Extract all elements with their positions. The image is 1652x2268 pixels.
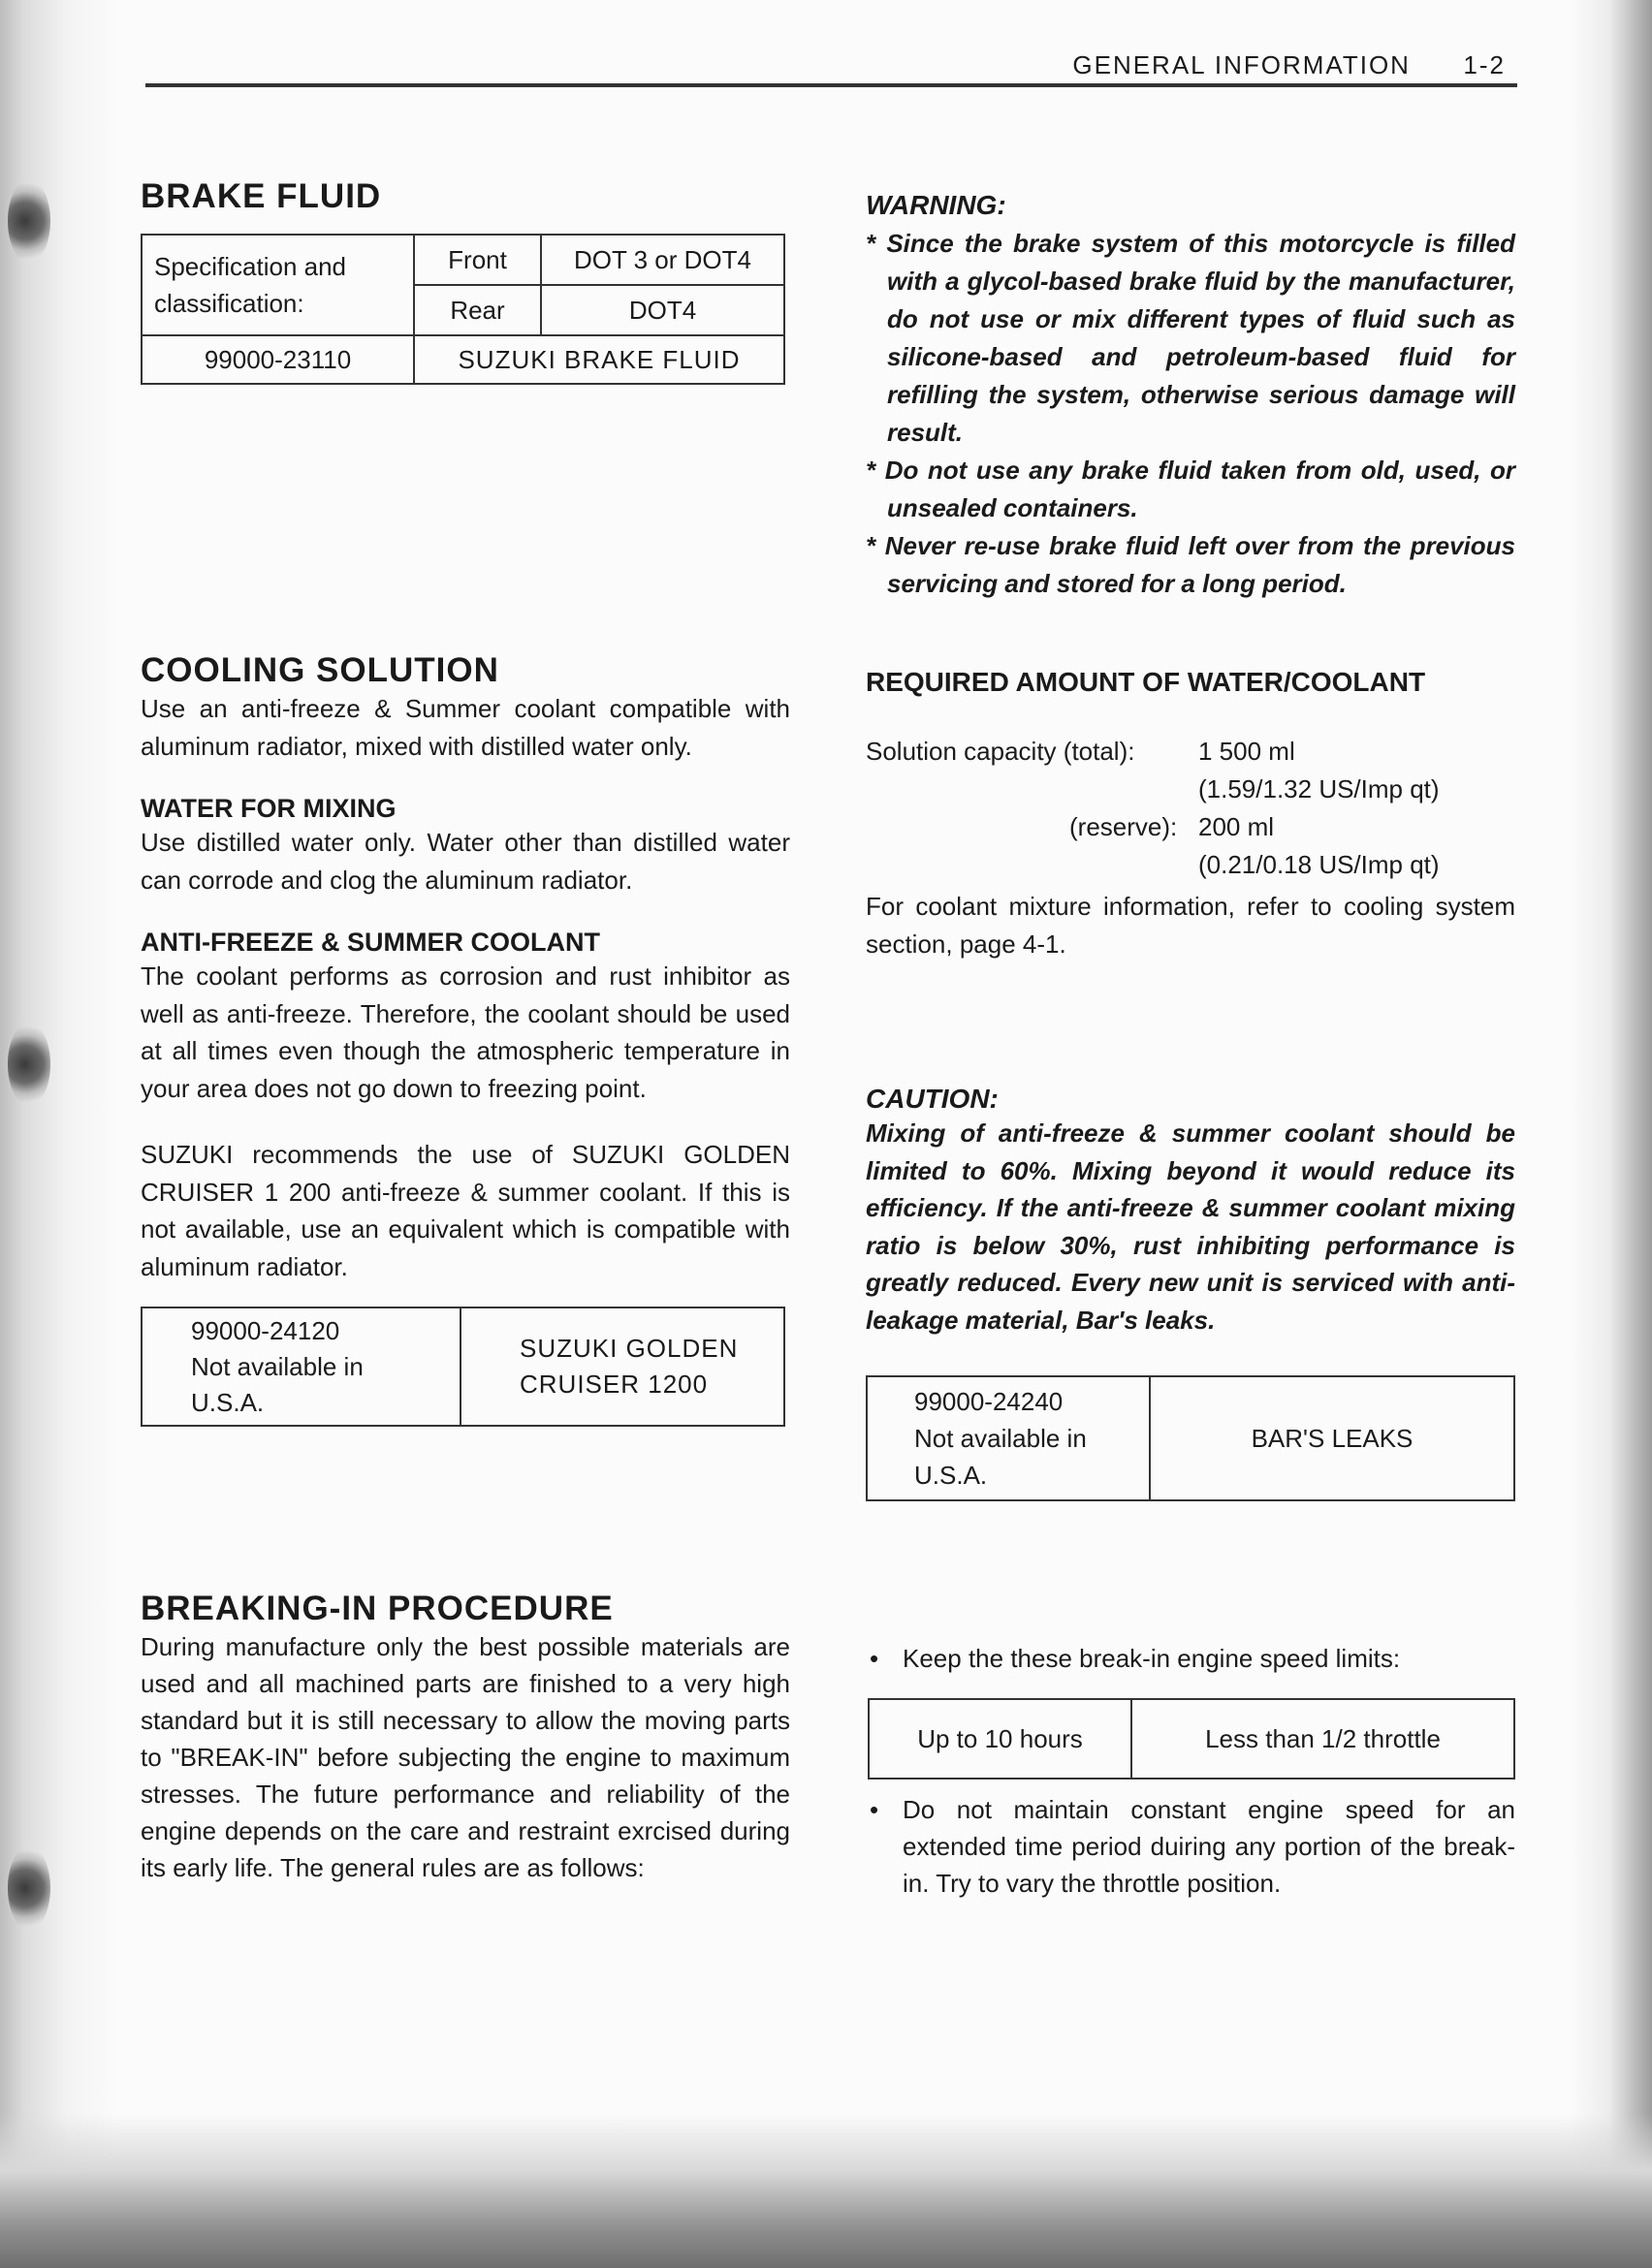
capacity-total-label: Solution capacity (total): (866, 737, 1135, 766)
brake-fluid-table (141, 234, 785, 385)
capacity-reserve-value: 200 ml (1198, 812, 1275, 841)
brake-fluid-part-no: 99000-23110 (142, 335, 414, 384)
break-in-limits-section (866, 1641, 1515, 1902)
binder-hole (8, 1846, 50, 1930)
bars-leaks-part-note: Not available in U.S.A. (914, 1424, 1087, 1490)
limit-throttle: Less than 1/2 throttle (1131, 1699, 1514, 1779)
brake-fluid-section (141, 177, 790, 385)
water-heading: WATER FOR MIXING (141, 794, 397, 823)
warning-block (866, 190, 1515, 603)
running-header (145, 50, 1517, 87)
page-number: 1-2 (1463, 50, 1506, 79)
capacity-total-conversion: (1.59/1.32 US/Imp qt) (1198, 774, 1440, 803)
capacity-total-value: 1 500 ml (1198, 737, 1295, 766)
brake-fluid-heading: BRAKE FLUID (141, 177, 382, 215)
warning-title: WARNING: (866, 190, 1006, 220)
water-text: Use distilled water only. Water other than distilled water can corrode and clog the aluminum radiator. (141, 828, 790, 895)
coolant-part-no: 99000-24120 (191, 1315, 340, 1345)
warning-item: * Do not use any brake fluid taken from old, used, or unsealed containers. (866, 456, 1516, 522)
capacity-reserve-conversion: (0.21/0.18 US/Imp qt) (1198, 850, 1440, 879)
capacity-reserve-label: (reserve): (1069, 812, 1178, 841)
required-amount-section (866, 667, 1515, 962)
capacity-reserve-row (866, 812, 1515, 850)
caution-text: Mixing of anti-freeze & summer coolant should be limited to 60%. Mixing beyond it would reduce its efficiency. If the anti-freeze & summer coolant mixing ratio is below 30%, rust inhibiting performance is greatly reduced. Every new unit is serviced with anti-leakage material, Bar's leaks. (866, 1118, 1515, 1335)
breaking-in-heading: BREAKING-IN PROCEDURE (141, 1590, 614, 1627)
required-heading: REQUIRED AMOUNT OF WATER/COOLANT (866, 667, 1426, 697)
header-title: GENERAL INFORMATION (1072, 50, 1411, 79)
coolant-part-name: SUZUKI GOLDEN CRUISER 1200 (520, 1334, 739, 1399)
cooling-section (141, 651, 790, 1427)
coolant-part-table (141, 1307, 785, 1427)
warning-item: * Since the brake system of this motorcycle is filled with a glycol-based brake fluid by the manufacturer, do not use or mix different types of fluid such as silicone-based and petroleum-based fluid for refilling the system, otherwise serious damage will result. (866, 229, 1515, 447)
breaking-in-text: During manufacture only the best possible materials are used and all machined parts are finished to a very high standard but it is still necessary to allow the moving parts to "BREAK-IN" before subjecting the engine to maximum stresses. The future performance and reliability of the engine depends on the care and restraint exrcised during its early life. The general rules are as follows: (141, 1632, 790, 1882)
caution-title: CAUTION: (866, 1084, 999, 1114)
warning-item: * Never re-use brake fluid left over from the previous servicing and stored for a long period. (866, 531, 1515, 598)
front-label: Front (414, 235, 541, 285)
bullet-item: • Do not maintain constant engine speed for an extended time period duiring any portion of the break-in. Try to vary the throttle position. (870, 1795, 1515, 1898)
spec-label: Specification and classification: (142, 235, 414, 335)
cooling-heading: COOLING SOLUTION (141, 651, 499, 689)
antifreeze-heading: ANTI-FREEZE & SUMMER COOLANT (141, 928, 600, 957)
bars-leaks-part-name: BAR'S LEAKS (1150, 1376, 1514, 1500)
required-note: For coolant mixture information, refer to cooling system section, page 4-1. (866, 892, 1515, 959)
coolant-part-note: Not available in U.S.A. (191, 1351, 364, 1417)
bars-leaks-table (866, 1375, 1515, 1501)
brake-fluid-part-name: SUZUKI BRAKE FLUID (414, 335, 784, 384)
break-in-limits-table (868, 1698, 1515, 1780)
bars-leaks-part-no: 99000-24240 (914, 1387, 1064, 1416)
binder-hole (8, 179, 50, 263)
page-bottom-shadow (0, 2113, 1652, 2268)
antifreeze-text: The coolant performs as corrosion and rust inhibitor as well as anti-freeze. Therefore, the coolant should be used at all times even though the atmospheric temperature in your area does not go down to freezing point. (141, 961, 790, 1103)
capacity-total-row (866, 737, 1515, 774)
front-value: DOT 3 or DOT4 (541, 235, 784, 285)
cooling-intro: Use an anti-freeze & Summer coolant compatible with aluminum radiator, mixed with distilled water only. (141, 694, 790, 761)
recommend-text: SUZUKI recommends the use of SUZUKI GOLDEN CRUISER 1 200 anti-freeze & summer coolant. If this is not available, use an equivalent which is compatible with aluminum radiator. (141, 1140, 790, 1281)
rear-value: DOT4 (541, 285, 784, 335)
rear-label: Rear (414, 285, 541, 335)
limit-time: Up to 10 hours (869, 1699, 1131, 1779)
binder-hole (8, 1023, 50, 1106)
caution-block (866, 1084, 1515, 1501)
bullet-item: • Keep the these break-in engine speed limits: (870, 1644, 1401, 1673)
breaking-in-section (141, 1590, 790, 1886)
